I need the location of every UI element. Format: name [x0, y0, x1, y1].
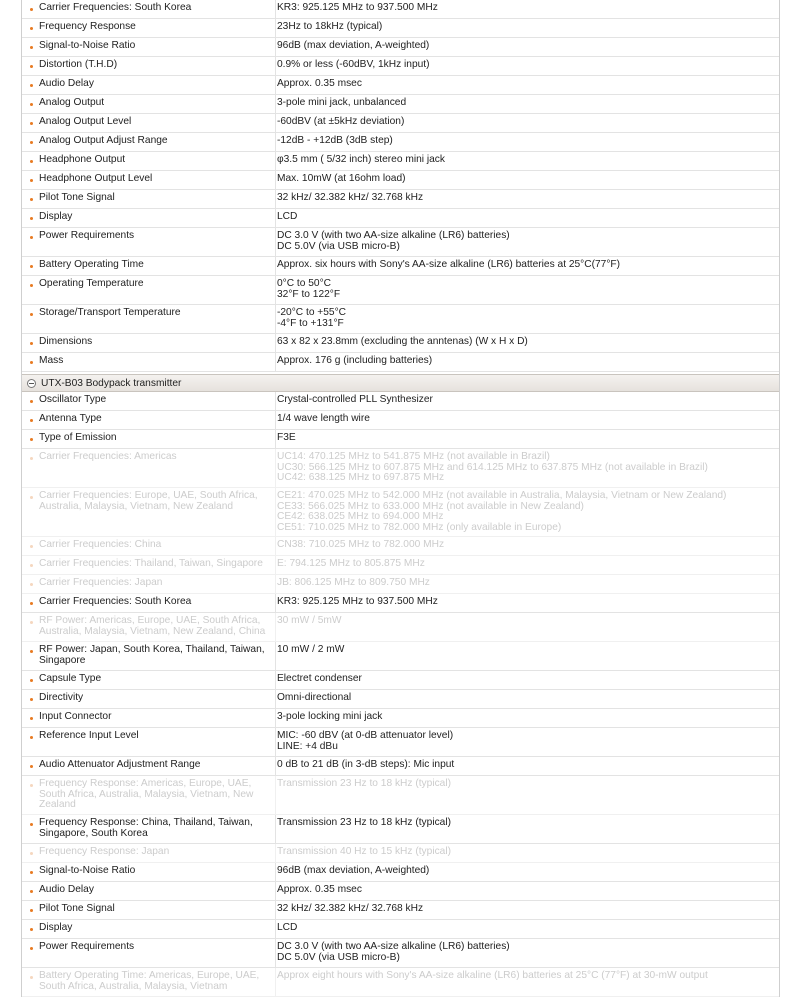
spec-label-cell	[22, 594, 275, 612]
bullet-icon	[30, 717, 33, 720]
spec-label-cell	[22, 334, 275, 352]
spec-row	[22, 690, 779, 709]
spec-value-line: JB: 806.125 MHz to 809.750 MHz	[277, 577, 430, 588]
spec-label-cell	[22, 38, 275, 56]
spec-value-cell	[275, 815, 779, 843]
spec-label-cell	[22, 575, 275, 593]
spec-row	[22, 257, 779, 276]
spec-label: Carrier Frequencies: South Korea	[39, 2, 192, 13]
spec-value-cell	[275, 882, 779, 900]
spec-row	[22, 114, 779, 133]
spec-row	[22, 449, 779, 488]
spec-row	[22, 776, 779, 815]
spec-row	[22, 190, 779, 209]
spec-value-line: 32 kHz/ 32.382 kHz/ 32.768 kHz	[277, 903, 424, 914]
spec-value-cell	[275, 38, 779, 56]
spec-value-line: 23Hz to 18kHz (typical)	[277, 21, 383, 32]
spec-label: Battery Operating Time	[39, 259, 144, 270]
bullet-icon	[30, 545, 33, 548]
spec-value-cell	[275, 76, 779, 94]
spec-label-cell	[22, 95, 275, 113]
spec-value-line: F3E	[277, 432, 296, 443]
spec-value-cell	[275, 276, 779, 304]
spec-label: Carrier Frequencies: Europe, UAE, South Africa, Australia, Malaysia, Vietnam, New Zealand	[39, 490, 258, 512]
bullet-icon	[30, 198, 33, 201]
spec-value-line: Electret condenser	[277, 673, 362, 684]
spec-label-cell	[22, 901, 275, 919]
spec-value-line: UC14: 470.125 MHz to 541.875 MHz (not available in Brazil)	[277, 451, 550, 462]
spec-label: RF Power: Japan, South Korea, Thailand, Taiwan, Singapore	[39, 644, 265, 666]
spec-label: Power Requirements	[39, 941, 135, 952]
spec-label-cell	[22, 815, 275, 843]
spec-value-line: Approx. 176 g (including batteries)	[277, 355, 433, 366]
spec-value-cell	[275, 709, 779, 727]
bullet-icon	[30, 976, 33, 979]
spec-label-cell	[22, 920, 275, 938]
spec-value-cell	[275, 209, 779, 227]
spec-value-line: 0°C to 50°C	[277, 278, 332, 289]
bullet-icon	[30, 284, 33, 287]
bullet-icon	[30, 141, 33, 144]
bullet-icon	[30, 890, 33, 893]
spec-label-cell	[22, 882, 275, 900]
bullet-icon	[30, 852, 33, 855]
spec-label: Carrier Frequencies: South Korea	[39, 596, 192, 607]
spec-value-line: Approx eight hours with Sony's AA-size alkaline (LR6) batteries at 25°C (77°F) at 30-mW output	[277, 970, 708, 981]
spec-value-line: 96dB (max deviation, A-weighted)	[277, 865, 430, 876]
spec-label: Audio Attenuator Adjustment Range	[39, 759, 201, 770]
spec-row	[22, 815, 779, 844]
spec-label-cell	[22, 411, 275, 429]
spec-value-line: LINE: +4 dBu	[277, 740, 338, 752]
spec-value-cell	[275, 334, 779, 352]
spec-label: Storage/Transport Temperature	[39, 307, 181, 318]
spec-value-line: 3-pole mini jack, unbalanced	[277, 97, 407, 108]
spec-value-cell	[275, 671, 779, 689]
spec-value-line: 30 mW / 5mW	[277, 615, 342, 626]
spec-label-cell	[22, 537, 275, 555]
bullet-icon	[30, 400, 33, 403]
spec-value-line: 32 kHz/ 32.382 kHz/ 32.768 kHz	[277, 192, 424, 203]
bullet-icon	[30, 103, 33, 106]
spec-value-line: Transmission 23 Hz to 18 kHz (typical)	[277, 778, 451, 789]
spec-label: Input Connector	[39, 711, 112, 722]
bullet-icon	[30, 265, 33, 268]
spec-row	[22, 19, 779, 38]
spec-value-cell	[275, 863, 779, 881]
bullet-icon	[30, 46, 33, 49]
spec-label-cell	[22, 353, 275, 371]
bullet-icon	[30, 871, 33, 874]
spec-value-line: 1/4 wave length wire	[277, 413, 370, 424]
spec-label: Carrier Frequencies: China	[39, 539, 162, 550]
spec-row	[22, 38, 779, 57]
spec-label-cell	[22, 863, 275, 881]
spec-label-cell	[22, 728, 275, 756]
transmitter-section-header[interactable]	[22, 374, 779, 392]
spec-label-cell	[22, 642, 275, 670]
spec-value-line: Transmission 40 Hz to 15 kHz (typical)	[277, 846, 451, 857]
spec-label: Display	[39, 211, 73, 222]
spec-row	[22, 133, 779, 152]
spec-row	[22, 209, 779, 228]
spec-value-line: 10 mW / 2 mW	[277, 644, 345, 655]
spec-row	[22, 488, 779, 537]
spec-label: Reference Input Level	[39, 730, 139, 741]
spec-value-line: Transmission 23 Hz to 18 kHz (typical)	[277, 817, 451, 828]
spec-table	[21, 0, 780, 997]
spec-value-cell	[275, 776, 779, 814]
spec-row	[22, 594, 779, 613]
bullet-icon	[30, 361, 33, 364]
spec-value-line: -12dB - +12dB (3dB step)	[277, 135, 393, 146]
transmitter-spec-rows	[22, 392, 779, 997]
spec-value-cell	[275, 556, 779, 574]
bullet-icon	[30, 457, 33, 460]
spec-value-cell	[275, 57, 779, 75]
spec-value-line: -20°C to +55°C	[277, 307, 347, 318]
spec-value-line: MIC: -60 dBV (at 0-dB attenuator level)	[277, 730, 454, 741]
spec-row	[22, 171, 779, 190]
spec-label: Capsule Type	[39, 673, 102, 684]
spec-value-cell	[275, 537, 779, 555]
spec-value-line: 32°F to 122°F	[277, 288, 341, 300]
spec-label: Oscillator Type	[39, 394, 107, 405]
spec-label-cell	[22, 939, 275, 967]
spec-row	[22, 57, 779, 76]
spec-value-cell	[275, 757, 779, 775]
spec-label: Dimensions	[39, 336, 93, 347]
spec-label-cell	[22, 556, 275, 574]
spec-row	[22, 575, 779, 594]
bullet-icon	[30, 313, 33, 316]
spec-row	[22, 305, 779, 334]
spec-label-cell	[22, 844, 275, 862]
spec-value-line: CN38: 710.025 MHz to 782.000 MHz	[277, 539, 445, 550]
spec-value-cell	[275, 171, 779, 189]
spec-label: Carrier Frequencies: Japan	[39, 577, 163, 588]
spec-label: Audio Delay	[39, 884, 94, 895]
spec-label: Mass	[39, 355, 64, 366]
spec-label-cell	[22, 19, 275, 37]
spec-label: Frequency Response: Americas, Europe, UAE, South Africa, Australia, Malaysia, Vietnam, New Zealand	[39, 778, 254, 810]
spec-value-line: -60dBV (at ±5kHz deviation)	[277, 116, 405, 127]
spec-value-line: KR3: 925.125 MHz to 937.500 MHz	[277, 2, 438, 13]
spec-value-cell	[275, 901, 779, 919]
spec-label: Distortion (T.H.D)	[39, 59, 118, 70]
spec-label: Frequency Response: Japan	[39, 846, 170, 857]
spec-value-cell	[275, 190, 779, 208]
spec-value-line: CE51: 710.025 MHz to 782.000 MHz (only available in Europe)	[277, 521, 562, 533]
spec-label-cell	[22, 776, 275, 814]
spec-value-cell	[275, 613, 779, 641]
bullet-icon	[30, 928, 33, 931]
spec-value-line: 3-pole locking mini jack	[277, 711, 383, 722]
spec-label-cell	[22, 968, 275, 996]
spec-label: Signal-to-Noise Ratio	[39, 865, 136, 876]
spec-row	[22, 968, 779, 997]
spec-label: Operating Temperature	[39, 278, 144, 289]
spec-row	[22, 353, 779, 372]
spec-row	[22, 757, 779, 776]
spec-value-cell	[275, 305, 779, 333]
spec-label: Display	[39, 922, 73, 933]
bullet-icon	[30, 419, 33, 422]
spec-label: Headphone Output Level	[39, 173, 153, 184]
spec-label: Power Requirements	[39, 230, 135, 241]
spec-label: Audio Delay	[39, 78, 94, 89]
spec-label: Headphone Output	[39, 154, 126, 165]
spec-label-cell	[22, 613, 275, 641]
bullet-icon	[30, 602, 33, 605]
spec-row	[22, 844, 779, 863]
spec-label-cell	[22, 430, 275, 448]
spec-row	[22, 392, 779, 411]
bullet-icon	[30, 621, 33, 624]
spec-row	[22, 95, 779, 114]
spec-label-cell	[22, 114, 275, 132]
spec-label: Analog Output	[39, 97, 105, 108]
collapse-icon[interactable]	[27, 379, 36, 388]
spec-label-cell	[22, 57, 275, 75]
bullet-icon	[30, 122, 33, 125]
spec-row	[22, 939, 779, 968]
spec-value-cell	[275, 430, 779, 448]
bullet-icon	[30, 342, 33, 345]
spec-value-line: LCD	[277, 922, 298, 933]
spec-value-cell	[275, 920, 779, 938]
spec-value-cell	[275, 152, 779, 170]
bullet-icon	[30, 765, 33, 768]
spec-value-line: 96dB (max deviation, A-weighted)	[277, 40, 430, 51]
spec-value-line: DC 3.0 V (with two AA-size alkaline (LR6) batteries)	[277, 941, 510, 952]
bullet-icon	[30, 650, 33, 653]
spec-row	[22, 642, 779, 671]
spec-value-cell	[275, 19, 779, 37]
spec-value-line: DC 3.0 V (with two AA-size alkaline (LR6) batteries)	[277, 230, 510, 241]
spec-row	[22, 556, 779, 575]
spec-row	[22, 613, 779, 642]
spec-value-line: 0 dB to 21 dB (in 3-dB steps): Mic input	[277, 759, 455, 770]
spec-label-cell	[22, 690, 275, 708]
spec-label: Directivity	[39, 692, 84, 703]
section-title: UTX-B03 Bodypack transmitter	[41, 377, 182, 389]
spec-value-line: UC30: 566.125 MHz to 607.875 MHz and 614.125 MHz to 637.875 MHz (not available in Brazil)	[277, 461, 708, 473]
bullet-icon	[30, 679, 33, 682]
bullet-icon	[30, 236, 33, 239]
spec-value-cell	[275, 728, 779, 756]
spec-value-cell	[275, 257, 779, 275]
spec-value-cell	[275, 939, 779, 967]
spec-row	[22, 76, 779, 95]
spec-label: Frequency Response	[39, 21, 136, 32]
spec-label-cell	[22, 171, 275, 189]
spec-label-cell	[22, 757, 275, 775]
spec-value-cell	[275, 844, 779, 862]
spec-row	[22, 228, 779, 257]
bullet-icon	[30, 8, 33, 11]
spec-value-line: Approx. six hours with Sony's AA-size alkaline (LR6) batteries at 25°C(77°F)	[277, 259, 621, 270]
spec-value-line: UC42: 638.125 MHz to 697.875 MHz	[277, 472, 445, 483]
bullet-icon	[30, 823, 33, 826]
spec-value-line: DC 5.0V (via USB micro-B)	[277, 951, 400, 963]
bullet-icon	[30, 583, 33, 586]
spec-label-cell	[22, 449, 275, 487]
spec-value-line: CE33: 566.025 MHz to 633.000 MHz (not available in New Zealand)	[277, 500, 584, 512]
spec-label-cell	[22, 190, 275, 208]
spec-label-cell	[22, 276, 275, 304]
spec-row	[22, 430, 779, 449]
spec-label-cell	[22, 392, 275, 410]
spec-value-cell	[275, 133, 779, 151]
bullet-icon	[30, 84, 33, 87]
bullet-icon	[30, 160, 33, 163]
spec-label: Type of Emission	[39, 432, 117, 443]
bullet-icon	[30, 784, 33, 787]
receiver-spec-rows	[22, 0, 779, 372]
spec-value-cell	[275, 0, 779, 18]
spec-value-cell	[275, 95, 779, 113]
spec-value-line: φ3.5 mm ( 5/32 inch) stereo mini jack	[277, 154, 445, 165]
spec-label: Frequency Response: China, Thailand, Taiwan, Singapore, South Korea	[39, 817, 253, 839]
spec-row	[22, 0, 779, 19]
spec-label-cell	[22, 305, 275, 333]
spec-row	[22, 334, 779, 353]
spec-label: Battery Operating Time: Americas, Europe, UAE, South Africa, Australia, Malaysia, Vietnam	[39, 970, 260, 992]
spec-value-line: E: 794.125 MHz to 805.875 MHz	[277, 558, 425, 569]
spec-value-cell	[275, 690, 779, 708]
spec-value-cell	[275, 228, 779, 256]
spec-label-cell	[22, 709, 275, 727]
spec-label-cell	[22, 133, 275, 151]
spec-row	[22, 882, 779, 901]
spec-row	[22, 901, 779, 920]
bullet-icon	[30, 564, 33, 567]
spec-value-cell	[275, 392, 779, 410]
spec-value-line: KR3: 925.125 MHz to 937.500 MHz	[277, 596, 438, 607]
spec-label: RF Power: Americas, Europe, UAE, South Africa, Australia, Malaysia, Vietnam, New Zealand, China	[39, 615, 266, 637]
spec-value-cell	[275, 642, 779, 670]
spec-row	[22, 537, 779, 556]
bullet-icon	[30, 736, 33, 739]
spec-label-cell	[22, 152, 275, 170]
bullet-icon	[30, 27, 33, 30]
spec-value-line: Approx. 0.35 msec	[277, 884, 362, 895]
spec-label-cell	[22, 671, 275, 689]
spec-value-line: DC 5.0V (via USB micro-B)	[277, 240, 400, 252]
spec-value-cell	[275, 114, 779, 132]
spec-value-line: Approx. 0.35 msec	[277, 78, 362, 89]
spec-value-cell	[275, 594, 779, 612]
spec-label: Pilot Tone Signal	[39, 903, 115, 914]
bullet-icon	[30, 438, 33, 441]
spec-value-cell	[275, 488, 779, 536]
spec-label-cell	[22, 228, 275, 256]
spec-row	[22, 863, 779, 882]
spec-row	[22, 152, 779, 171]
spec-value-line: CE42: 638.025 MHz to 694.000 MHz	[277, 511, 444, 522]
spec-value-line: LCD	[277, 211, 298, 222]
spec-label-cell	[22, 257, 275, 275]
spec-value-line: 63 x 82 x 23.8mm (excluding the anntenas) (W x H x D)	[277, 336, 528, 347]
spec-label: Pilot Tone Signal	[39, 192, 115, 203]
bullet-icon	[30, 496, 33, 499]
spec-row	[22, 920, 779, 939]
spec-label: Carrier Frequencies: Thailand, Taiwan, Singapore	[39, 558, 263, 569]
spec-label-cell	[22, 209, 275, 227]
bullet-icon	[30, 65, 33, 68]
spec-label: Analog Output Level	[39, 116, 132, 127]
spec-row	[22, 276, 779, 305]
spec-label-cell	[22, 488, 275, 536]
spec-value-cell	[275, 449, 779, 487]
spec-label: Signal-to-Noise Ratio	[39, 40, 136, 51]
bullet-icon	[30, 909, 33, 912]
spec-row	[22, 411, 779, 430]
spec-value-cell	[275, 411, 779, 429]
spec-label: Analog Output Adjust Range	[39, 135, 168, 146]
bullet-icon	[30, 698, 33, 701]
bullet-icon	[30, 217, 33, 220]
spec-value-line: 0.9% or less (-60dBV, 1kHz input)	[277, 59, 430, 70]
bullet-icon	[30, 179, 33, 182]
spec-label: Carrier Frequencies: Americas	[39, 451, 177, 462]
bullet-icon	[30, 947, 33, 950]
spec-label-cell	[22, 0, 275, 18]
spec-row	[22, 728, 779, 757]
spec-label-cell	[22, 76, 275, 94]
spec-value-cell	[275, 968, 779, 996]
spec-value-line: Omni-directional	[277, 692, 352, 703]
spec-value-line: Max. 10mW (at 16ohm load)	[277, 173, 406, 184]
spec-value-line: -4°F to +131°F	[277, 317, 344, 329]
spec-label: Antenna Type	[39, 413, 102, 424]
spec-value-line: CE21: 470.025 MHz to 542.000 MHz (not available in Australia, Malaysia, Vietnam or New Zealand)	[277, 490, 727, 501]
spec-value-cell	[275, 575, 779, 593]
spec-value-line: Crystal-controlled PLL Synthesizer	[277, 394, 433, 405]
spec-row	[22, 709, 779, 728]
spec-value-cell	[275, 353, 779, 371]
spec-row	[22, 671, 779, 690]
